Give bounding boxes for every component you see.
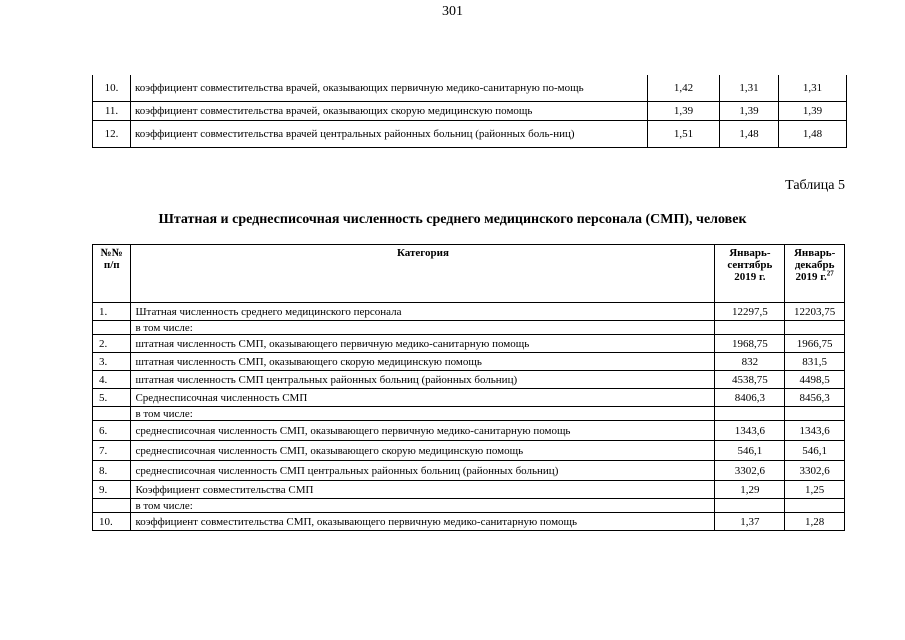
row-value: 1,39 xyxy=(779,102,847,121)
row-value: 1,39 xyxy=(720,102,779,121)
row-value xyxy=(715,499,785,513)
table-row xyxy=(93,303,845,321)
row-number: 1. xyxy=(93,303,131,321)
header-col2 xyxy=(785,245,845,303)
row-number: 10. xyxy=(93,513,131,531)
row-label: коэффициент совместительства врачей, оказывающих первичную медико-санитарную по-мощь xyxy=(131,75,648,102)
row-label: коэффициент совместительства СМП, оказывающего первичную медико-санитарную помощь xyxy=(131,513,715,531)
row-label: в том числе: xyxy=(131,321,715,335)
row-value xyxy=(785,321,845,335)
row-value: 1343,6 xyxy=(715,421,785,441)
row-value: 4498,5 xyxy=(785,371,845,389)
header-col2-label: Январь-декабрь 2019 г. xyxy=(793,247,836,283)
row-label: среднесписочная численность СМП центральных районных больниц (районных больниц) xyxy=(131,461,715,481)
row-value: 1343,6 xyxy=(785,421,845,441)
row-number xyxy=(93,499,131,513)
row-number: 8. xyxy=(93,461,131,481)
row-label: штатная численность СМП, оказывающего первичную медико-санитарную помощь xyxy=(131,335,715,353)
table-row xyxy=(93,353,845,371)
row-value: 1,42 xyxy=(648,75,720,102)
header-num: №№ п/п xyxy=(93,245,131,303)
row-value: 8456,3 xyxy=(785,389,845,407)
row-number: 3. xyxy=(93,353,131,371)
row-label: Коэффициент совместительства СМП xyxy=(131,481,715,499)
row-value: 12203,75 xyxy=(785,303,845,321)
table-row xyxy=(93,513,845,531)
row-value: 8406,3 xyxy=(715,389,785,407)
row-label: среднесписочная численность СМП, оказывающего первичную медико-санитарную помощь xyxy=(131,421,715,441)
row-label: штатная численность СМП, оказывающего скорую медицинскую помощь xyxy=(131,353,715,371)
table-row xyxy=(93,461,845,481)
row-value: 1,31 xyxy=(720,75,779,102)
row-value: 1,48 xyxy=(779,121,847,148)
table-row xyxy=(93,481,845,499)
row-number: 10. xyxy=(93,75,131,102)
row-value: 1968,75 xyxy=(715,335,785,353)
row-number xyxy=(93,321,131,335)
row-value xyxy=(785,407,845,421)
row-number: 12. xyxy=(93,121,131,148)
row-number: 9. xyxy=(93,481,131,499)
table-row xyxy=(93,389,845,407)
row-label: в том числе: xyxy=(131,407,715,421)
row-value: 3302,6 xyxy=(715,461,785,481)
header-col1: Январь-сентябрь 2019 г. xyxy=(715,245,785,303)
row-value: 1,48 xyxy=(720,121,779,148)
table-header-row xyxy=(93,245,845,303)
row-value: 1,31 xyxy=(779,75,847,102)
row-value: 1,51 xyxy=(648,121,720,148)
row-number: 11. xyxy=(93,102,131,121)
row-value xyxy=(715,407,785,421)
table-caption: Таблица 5 xyxy=(785,178,845,193)
row-value: 1,29 xyxy=(715,481,785,499)
row-value xyxy=(785,499,845,513)
table-row xyxy=(93,441,845,461)
row-label: в том числе: xyxy=(131,499,715,513)
staff-table xyxy=(92,244,845,531)
table-row xyxy=(93,102,847,121)
row-value: 832 xyxy=(715,353,785,371)
row-value: 1966,75 xyxy=(785,335,845,353)
table-row xyxy=(93,335,845,353)
table-subheading-row xyxy=(93,407,845,421)
row-number: 2. xyxy=(93,335,131,353)
page-number: 301 xyxy=(442,4,463,19)
row-label: штатная численность СМП центральных районных больниц (районных больниц) xyxy=(131,371,715,389)
row-value: 4538,75 xyxy=(715,371,785,389)
row-number: 6. xyxy=(93,421,131,441)
row-number: 4. xyxy=(93,371,131,389)
row-value: 546,1 xyxy=(715,441,785,461)
table-row xyxy=(93,371,845,389)
table-row xyxy=(93,121,847,148)
row-value: 1,25 xyxy=(785,481,845,499)
continued-table xyxy=(92,75,847,148)
row-value: 3302,6 xyxy=(785,461,845,481)
row-value: 546,1 xyxy=(785,441,845,461)
table-row xyxy=(93,75,847,102)
row-number: 7. xyxy=(93,441,131,461)
row-value: 1,39 xyxy=(648,102,720,121)
row-value xyxy=(715,321,785,335)
row-number xyxy=(93,407,131,421)
table-title: Штатная и среднесписочная численность среднего медицинского персонала (СМП), человек xyxy=(158,212,747,227)
row-label: Среднесписочная численность СМП xyxy=(131,389,715,407)
row-value: 831,5 xyxy=(785,353,845,371)
table-subheading-row xyxy=(93,499,845,513)
row-label: Штатная численность среднего медицинского персонала xyxy=(131,303,715,321)
row-label: коэффициент совместительства врачей, оказывающих скорую медицинскую помощь xyxy=(131,102,648,121)
table-row xyxy=(93,421,845,441)
footnote-marker: 27 xyxy=(826,269,834,278)
table-subheading-row xyxy=(93,321,845,335)
row-label: коэффициент совместительства врачей центральных районных больниц (районных боль-ниц) xyxy=(131,121,648,148)
row-value: 12297,5 xyxy=(715,303,785,321)
row-label: среднесписочная численность СМП, оказывающего скорую медицинскую помощь xyxy=(131,441,715,461)
row-value: 1,37 xyxy=(715,513,785,531)
row-number: 5. xyxy=(93,389,131,407)
row-value: 1,28 xyxy=(785,513,845,531)
header-category: Категория xyxy=(131,245,715,303)
